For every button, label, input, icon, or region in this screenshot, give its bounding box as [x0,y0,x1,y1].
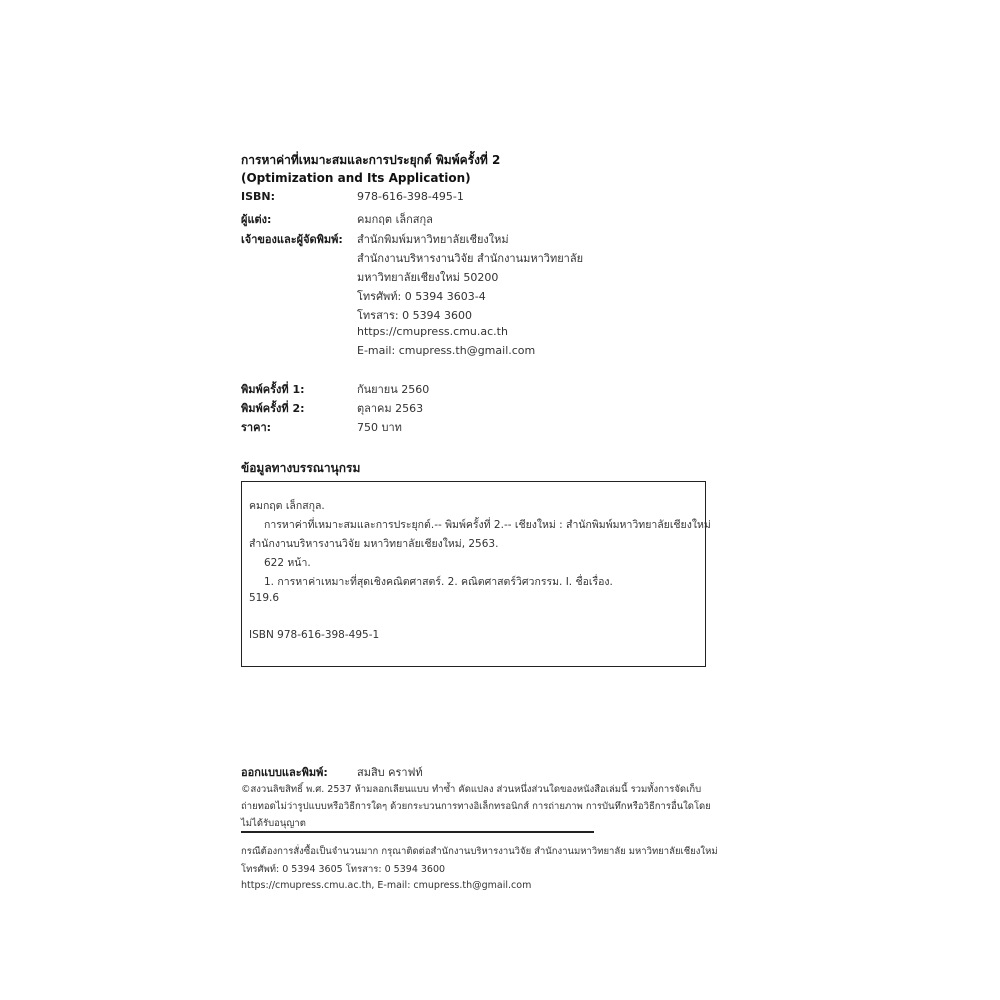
catalog-title: การหาค่าที่เหมาะสมและการประยุกต์.-- พิมพ์ครั้งที่ 2.-- เชียงใหม่ : สำนักพิมพ์มหาวิทยาลัยเชียงใหม่ [264,519,711,531]
cataloging-heading: ข้อมูลทางบรรณานุกรม [241,461,361,475]
copyright-notice: ©สงวนลิขสิทธิ์ พ.ศ. 2537 ห้ามลอกเลียนแบบ ทำซ้ำ คัดแปลง ส่วนหนึ่งส่วนใดของหนังสือเล่มนี้ รวมทั้งการจัดเก็บถ่ายทอดไม่ว่ารูปแบบหรือวิธีการใดๆ ด้วยกระบวนการทางอิเล็กทรอนิกส์ การถ่ายภาพ การบันทึกหรือวิธีการอื่นใดโดยไม่ได้รับอนุญาต [241,784,711,829]
divider-rule [241,831,594,833]
second-printing-value: ตุลาคม 2563 [357,402,424,415]
catalog-publisher: สำนักงานบริหารงานวิจัย มหาวิทยาลัยเชียงใหม่, 2563. [249,538,499,550]
contact-phone-fax: โทรศัพท์: 0 5394 3605 โทรสาร: 0 5394 3600 [241,864,446,875]
catalog-author: คมกฤต เล็กสกุล. [249,500,325,512]
book-title-english: (Optimization and Its Application) [241,171,471,185]
publisher-label: เจ้าของและผู้จัดพิมพ์: [241,233,343,246]
catalog-isbn: ISBN 978-616-398-495-1 [249,629,380,641]
isbn-label: ISBN: [241,190,276,203]
author-value: คมกฤต เล็กสกุล [357,213,433,226]
publisher-row [241,230,761,249]
publisher-website: https://cmupress.cmu.ac.th [357,325,508,338]
first-printing-row [241,380,761,399]
bulk-order-contact: กรณีต้องการสั่งซื้อเป็นจำนวนมาก กรุณาติดต่อสำนักงานบริหารงานวิจัย สำนักงานมหาวิทยาลัย มหาวิทยาลัยเชียงใหม่ [241,846,718,857]
publisher-address-line: สำนักงานบริหารงานวิจัย สำนักงานมหาวิทยาลัย [357,252,584,265]
price-label: ราคา: [241,421,272,434]
design-print-value: สมสิบ คราฟท์ [357,766,423,779]
catalog-pages: 622 หน้า. [264,557,311,569]
cataloging-box [241,481,711,667]
catalog-subjects: 1. การหาค่าเหมาะที่สุดเชิงคณิตศาสตร์. 2. คณิตศาสตร์วิศวกรรม. I. ชื่อเรื่อง. [264,576,613,588]
isbn-row [241,190,761,209]
second-printing-label: พิมพ์ครั้งที่ 2: [241,402,305,415]
author-label: ผู้แต่ง: [241,213,272,226]
publisher-address-line: มหาวิทยาลัยเชียงใหม่ 50200 [357,271,499,284]
book-title-thai: การหาค่าที่เหมาะสมและการประยุกต์ พิมพ์ครั้งที่ 2 [241,153,501,167]
design-print-label: ออกแบบและพิมพ์: [241,766,328,779]
price-value: 750 บาท [357,421,402,434]
contact-web-email: https://cmupress.cmu.ac.th, E-mail: cmupress.th@gmail.com [241,880,532,891]
catalog-classification: 519.6 [249,592,280,604]
first-printing-value: กันยายน 2560 [357,383,430,396]
price-row [241,418,761,437]
publisher-value: สำนักพิมพ์มหาวิทยาลัยเชียงใหม่ [357,233,509,246]
author-row [241,210,761,229]
first-printing-label: พิมพ์ครั้งที่ 1: [241,383,305,396]
isbn-value: 978-616-398-495-1 [357,190,464,203]
second-printing-row [241,399,761,418]
publisher-email: E-mail: cmupress.th@gmail.com [357,344,536,357]
publisher-fax: โทรสาร: 0 5394 3600 [357,309,473,322]
publisher-phone: โทรศัพท์: 0 5394 3603-4 [357,290,486,303]
design-print-row [241,763,691,781]
